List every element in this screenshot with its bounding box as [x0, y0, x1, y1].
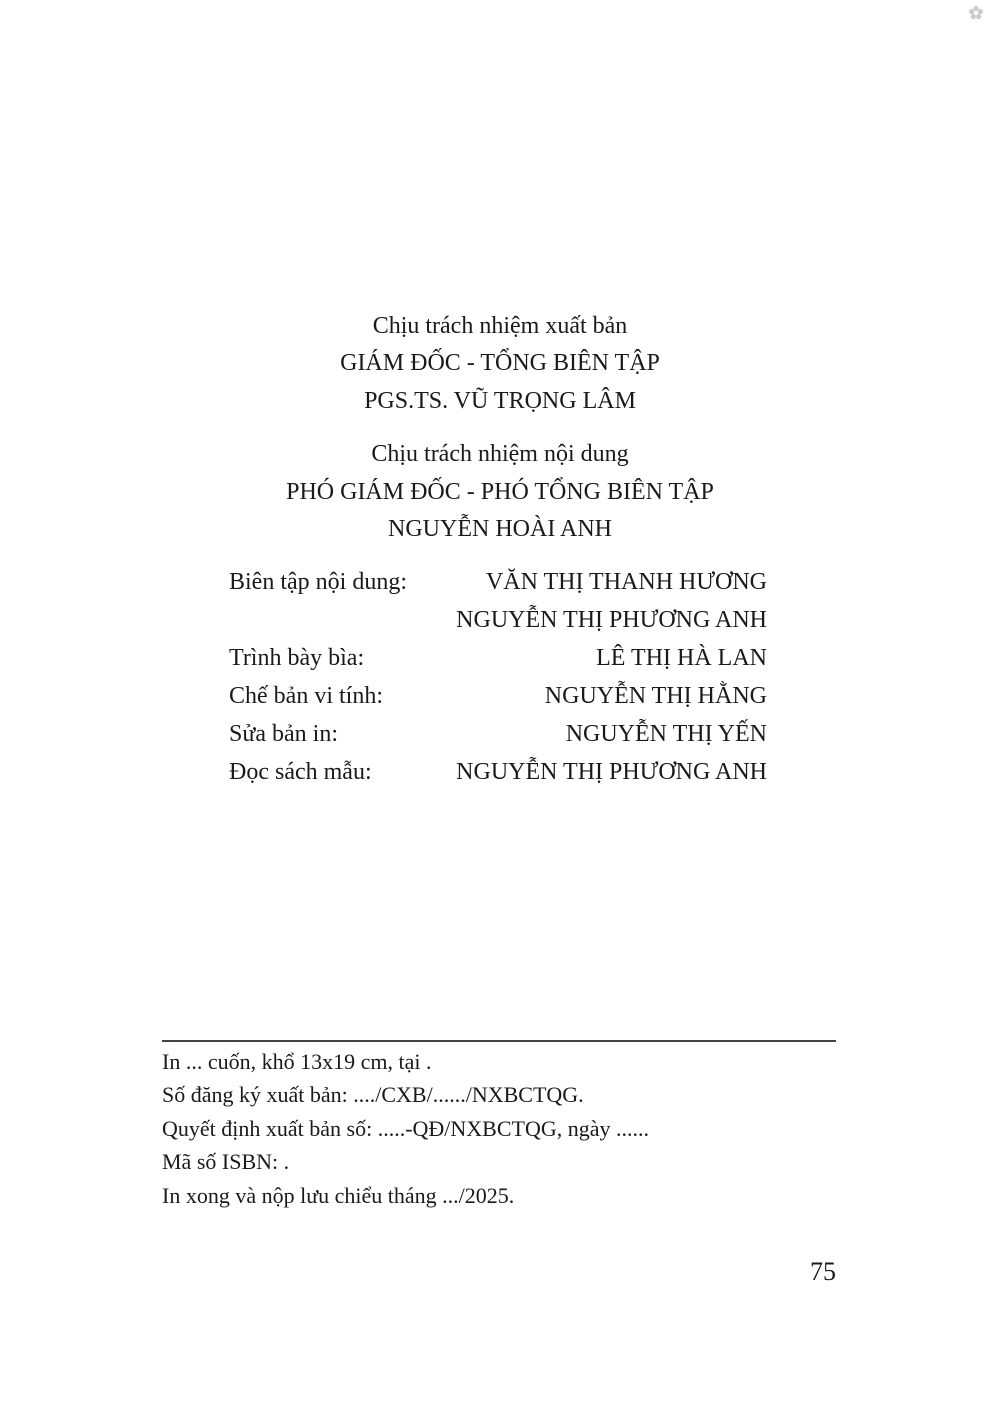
credit-value: LÊ THỊ HÀ LAN	[596, 645, 767, 671]
imprint-line: Mã số ISBN: .	[162, 1149, 290, 1174]
credit-label: Trình bày bìa:	[229, 645, 365, 671]
publisher-title: GIÁM ĐỐC - TỔNG BIÊN TẬP	[340, 350, 660, 376]
publisher-responsibility-heading: Chịu trách nhiệm xuất bản	[372, 313, 628, 339]
credit-value: NGUYỄN THỊ PHƯƠNG ANH	[456, 759, 767, 785]
imprint-line: In xong và nộp lưu chiểu tháng .../2025.	[162, 1183, 515, 1208]
credit-label: Biên tập nội dung:	[229, 569, 407, 595]
credit-value: NGUYỄN THỊ HẰNG	[544, 683, 767, 709]
imprint-line: In ... cuốn, khổ 13x19 cm, tại .	[162, 1049, 432, 1074]
credit-row	[229, 567, 767, 597]
credit-label: Chế bản vi tính:	[229, 683, 383, 709]
credit-label: Sửa bản in:	[229, 721, 338, 747]
credit-value: NGUYỄN THỊ YẾN	[565, 721, 767, 747]
publisher-name: PGS.TS. VŨ TRỌNG LÂM	[364, 388, 636, 414]
credit-value: NGUYỄN THỊ PHƯƠNG ANH	[456, 607, 767, 633]
divider	[162, 1040, 836, 1042]
credit-row	[229, 719, 767, 749]
credit-row	[229, 643, 767, 673]
content-responsibility-heading: Chịu trách nhiệm nội dung	[371, 441, 629, 467]
imprint-line: Quyết định xuất bản số: .....-QĐ/NXBCTQG, ngày ......	[162, 1116, 650, 1141]
credit-row	[229, 681, 767, 711]
credit-value: VĂN THỊ THANH HƯƠNG	[485, 569, 767, 595]
content-title: PHÓ GIÁM ĐỐC - PHÓ TỔNG BIÊN TẬP	[286, 479, 714, 505]
credit-row	[229, 757, 767, 787]
credit-label: Đọc sách mẫu:	[229, 759, 372, 785]
content-name: NGUYỄN HOÀI ANH	[388, 516, 612, 542]
page-number: 75	[810, 1257, 836, 1286]
imprint-line: Số đăng ký xuất bản: ..../CXB/....../NXBCTQG.	[162, 1082, 584, 1107]
credit-row	[229, 605, 767, 635]
flower-icon	[968, 5, 984, 21]
